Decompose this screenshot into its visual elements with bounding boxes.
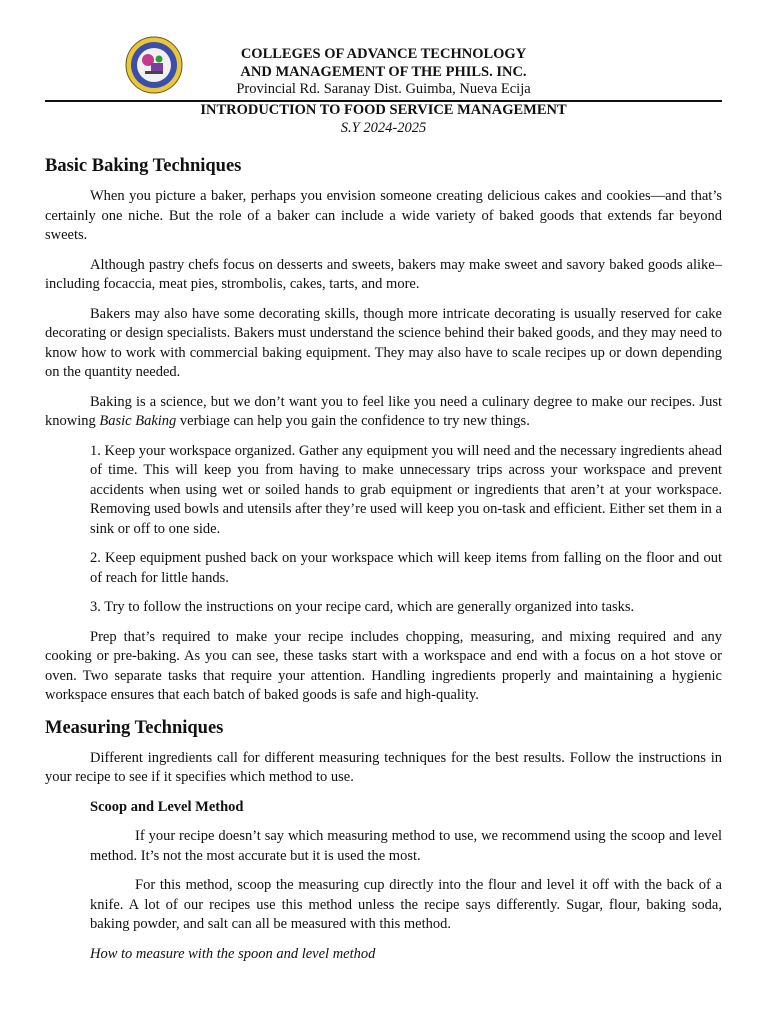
paragraph: Bakers may also have some decorating skills, though more intricate decorating is usually reserved for cake decorating or design specialists. Bakers must understand the science behind their baked goods, and they may need to know how to work with commercial baking equipment. They may also have to scale recipes up or down depending on the quantity needed.	[45, 305, 722, 380]
paragraph: If your recipe doesn’t say which measuring method to use, we recommend using the scoop and level method. It’s not the most accurate but it is used the most.	[90, 828, 722, 864]
figure-caption: How to measure with the spoon and level method	[90, 945, 376, 962]
paragraph: Different ingredients call for different measuring techniques for the best results. Follow the instructions in your recipe to see if it specifies which method to use.	[45, 749, 722, 785]
paragraph: Although pastry chefs focus on desserts and sweets, bakers may make sweet and savory baked goods alike–including focaccia, meat pies, strombolis, cakes, tarts, and more.	[45, 256, 722, 292]
paragraph: For this method, scoop the measuring cup directly into the flour and level it off with the back of a knife. A lot of our recipes use this method unless the recipe says differently. Sugar, flour, baking soda, baking powder, and salt can all be measured with this method.	[90, 877, 722, 932]
list-item: 3. Try to follow the instructions on your recipe card, which are generally organized into tasks.	[90, 599, 635, 615]
paragraph-text: verbiage can help you gain the confidence to try new things.	[176, 413, 530, 429]
section-heading-measuring: Measuring Techniques	[45, 717, 224, 738]
paragraph-text: Baking is a science, but we don’t want you to feel like you need a culinary degree to make our recipes. Just knowing	[45, 393, 722, 429]
emphasis-basic-baking: Basic Baking	[99, 413, 177, 429]
course-title: INTRODUCTION TO FOOD SERVICE MANAGEMENT	[200, 102, 567, 118]
list-item: 1. Keep your workspace organized. Gather any equipment you will need and the necessary ingredients ahead of time. This will keep you from having to make unnecessary trips across your workspace and prevent accidents when using wet or soiled hands to grab equipment or ingredients that aren’t at your workspace. Removing used bowls and utensils after they’re used will keep you on-task and efficient. Either set them in a sink or off to one side.	[90, 442, 722, 537]
method-title: Scoop and Level Method	[90, 798, 244, 815]
document-body	[45, 154, 722, 964]
paragraph	[45, 393, 722, 432]
section-heading-baking: Basic Baking Techniques	[45, 156, 242, 176]
school-year: S.Y 2024-2025	[340, 119, 427, 136]
course-header	[45, 102, 722, 137]
list-item: 2. Keep equipment pushed back on your workspace which will keep items from falling on the floor and out of reach for little hands.	[90, 550, 722, 586]
institution-address: Provincial Rd. Saranay Dist. Guimba, Nueva Ecija	[236, 81, 531, 97]
method-block	[90, 827, 722, 935]
institution-name-line1: COLLEGES OF ADVANCE TECHNOLOGY	[240, 46, 527, 62]
institution-name-line2: AND MANAGEMENT OF THE PHILS. INC.	[240, 63, 527, 80]
paragraph: When you picture a baker, perhaps you envision someone creating delicious cakes and cookies—and that’s certainly one niche. But the role of a baker can include a wide variety of baked goods that extends far beyond sweets.	[45, 188, 722, 243]
paragraph: Prep that’s required to make your recipe includes chopping, measuring, and mixing required and any cooking or pre-baking. As you can see, these tasks start with a workspace and end with a focus on a hot stove or oven. Two separate tasks that require your attention. Handling ingredients properly and maintaining a hygienic workspace ensures that each batch of baked goods is safe and high-quality.	[45, 628, 722, 703]
institution-header	[45, 46, 722, 99]
